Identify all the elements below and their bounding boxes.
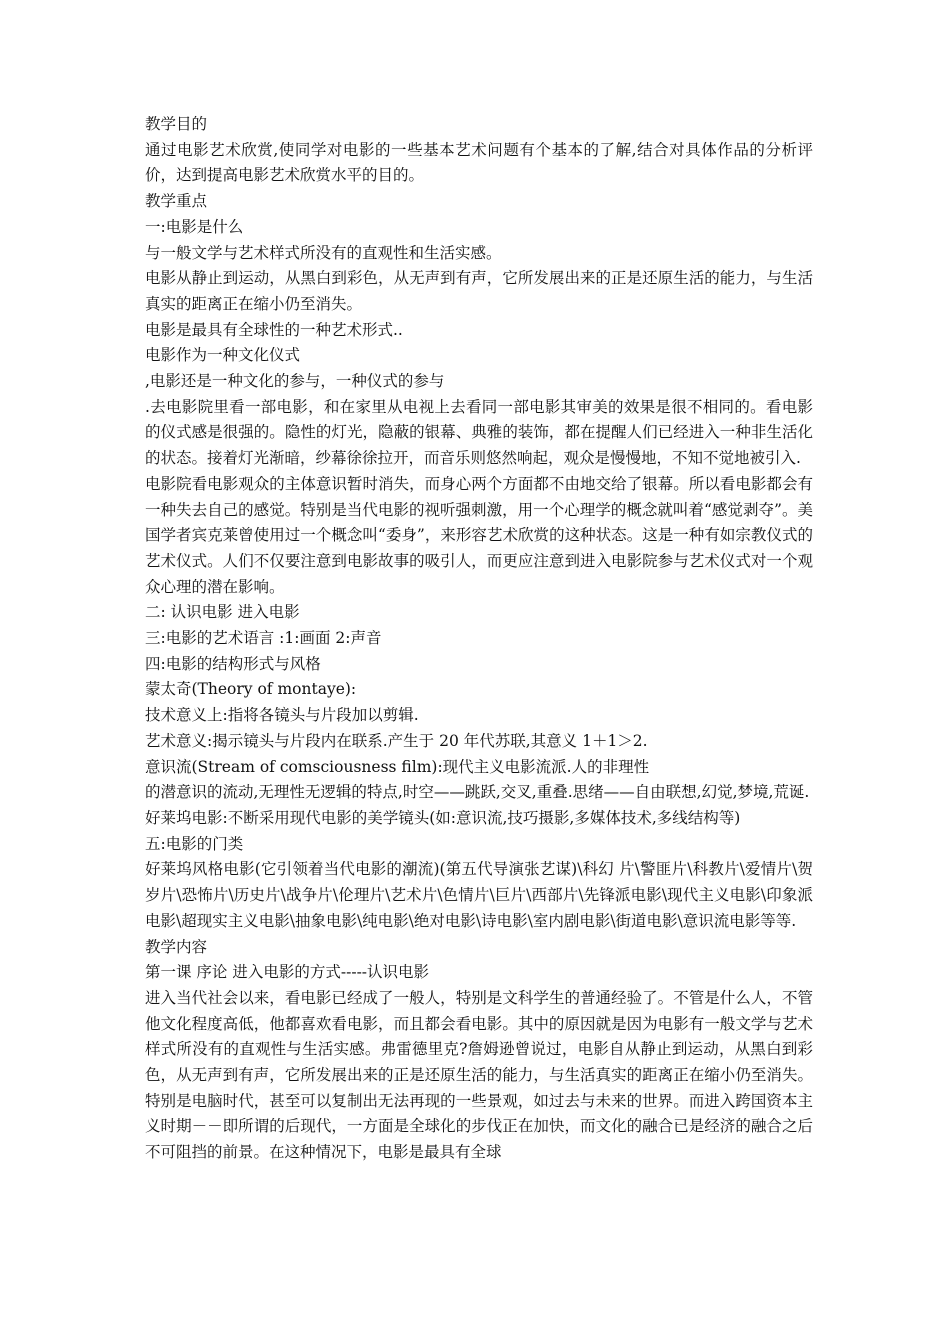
paragraph: 技术意义上:指将各镜头与片段加以剪辑. <box>145 706 419 725</box>
paragraph: 电影院看电影观众的主体意识暂时消失，而身心两个方面都不由地交给了银幕。所以看电影都会有一种失去自己的感觉。特别是当代电影的视听强刺激，用一个心理学的概念就叫着“感觉剥夺”。美国学者宾克莱曾使用过一个概念叫“委身”，来形容艺术欣赏的这种状态。这是一种有如宗教仪式的艺术仪式。人们不仅要注意到电影故事的吸引人，而更应注意到进入电影院参与艺术仪式对一个观众心理的潜在影响。 <box>145 474 813 596</box>
paragraph: 蒙太奇(Theory of montaye): <box>145 680 357 699</box>
paragraph: ,电影还是一种文化的参与，一种仪式的参与 <box>145 372 445 391</box>
paragraph: 电影从静止到运动，从黑白到彩色，从无声到有声，它所发展出来的正是还原生活的能力，与生活真实的距离正在缩小仍至消失。 <box>145 269 813 313</box>
section-2-title: 二: 认识电影 进入电影 <box>145 603 300 622</box>
heading-teaching-content: 教学内容 <box>145 937 208 956</box>
paragraph: 艺术意义:揭示镜头与片段内在联系.产生于 20 年代苏联,其意义 1＋1＞2. <box>145 731 648 750</box>
paragraph: 与一般文学与艺术样式所没有的直观性和生活实感。 <box>145 243 502 262</box>
lesson-1-title: 第一课 序论 进入电影的方式-----认识电影 <box>145 963 430 982</box>
subheading-cultural-ritual: 电影作为一种文化仪式 <box>145 346 301 365</box>
section-3-title: 三:电影的艺术语言 :1:画面 2:声音 <box>145 629 382 648</box>
paragraph-teaching-goal: 通过电影艺术欣赏,使同学对电影的一些基本艺术问题有个基本的了解,结合对具体作品的分析评价，达到提高电影艺术欣赏水平的目的。 <box>145 140 813 185</box>
paragraph: .去电影院里看一部电影，和在家里从电视上去看同一部电影其审美的效果是很不相同的。看电影的仪式感是很强的。隐性的灯光，隐蔽的银幕、典雅的装饰，都在提醒人们已经进入一种非生活化的状态。接着灯光渐暗，纱幕徐徐拉开，而音乐则悠然响起，观众是慢慢地，不知不觉地被引入. <box>145 397 813 468</box>
paragraph: 的潜意识的流动,无理性无逻辑的特点,时空——跳跃,交叉,重叠.思绪——自由联想,幻觉,梦境,荒诞. <box>145 783 810 802</box>
paragraph: 电影是最具有全球性的一种艺术形式.. <box>145 320 403 339</box>
section-1-title: 一:电影是什么 <box>145 217 244 236</box>
paragraph: 好莱坞风格电影(它引领着当代电影的潮流)(第五代导演张艺谋)\科幻 片\警匪片\科教片\爱情片\贺岁片\恐怖片\历史片\战争片\伦理片\艺术片\色情片\巨片\西部片\先锋派电影\现代主义电影\印象派电影\超现实主义电影\抽象电影\纯电影\绝对电影\诗电影\室内剧电影\街道电影\意识流电影等等. <box>145 860 813 930</box>
paragraph: 好莱坞电影:不断采用现代电影的美学镜头(如:意识流,技巧摄影,多媒体技术,多线结构等) <box>145 808 741 827</box>
paragraph: 意识流(Stream of comsciousness film):现代主义电影流派.人的非理性 <box>145 757 650 776</box>
paragraph: 进入当代社会以来，看电影已经成了一般人，特别是文科学生的普通经验了。不管是什么人，不管他文化程度高低，他都喜欢看电影，而且都会看电影。其中的原因就是因为电影有一般文学与艺术样式所没有的直观性与生活实感。弗雷德里克?詹姆逊曾说过，电影自从静止到运动，从黑白到彩色，从无声到有声，它所发展出来的正是还原生活的能力，与生活真实的距离正在缩小仍至消失。特别是电脑时代，甚至可以复制出无法再现的一些景观，如过去与未来的世界。而进入跨国资本主义时期－－即所谓的后现代，一方面是全球化的步伐正在加快，而文化的融合已是经济的融合之后不可阻挡的前景。在这种情况下，电影是最具有全球 <box>145 988 813 1162</box>
section-5-title: 五:电影的门类 <box>145 834 244 853</box>
section-4-title: 四:电影的结构形式与风格 <box>145 654 321 673</box>
heading-teaching-goal: 教学目的 <box>145 115 208 133</box>
document-page <box>145 112 813 1166</box>
heading-teaching-focus: 教学重点 <box>145 192 208 211</box>
